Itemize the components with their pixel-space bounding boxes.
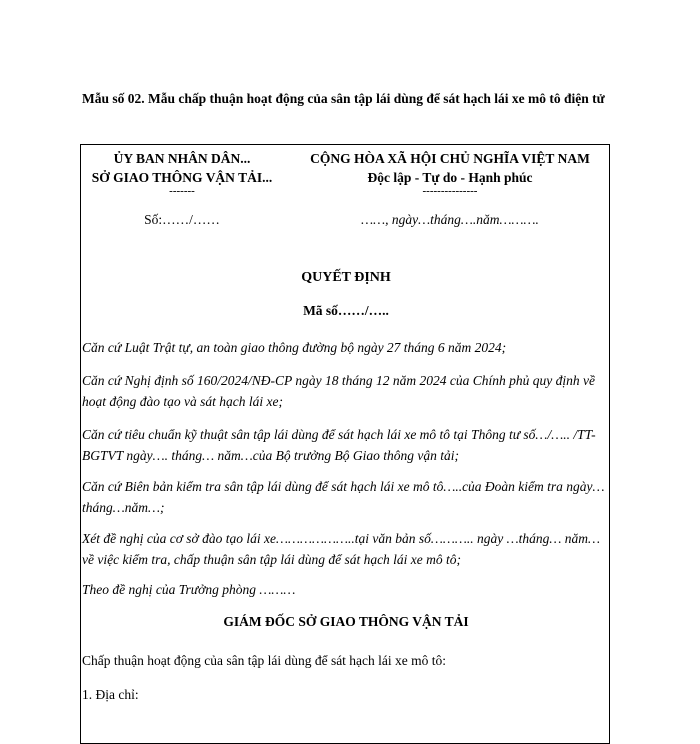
basis-3: Căn cứ tiêu chuẩn kỹ thuật sân tập lái dùng để sát hạch lái xe mô tô tại Thông tư số…/….. /TT-BGTVT ngày…. tháng… năm…của Bộ trưởng Bộ Giao thông vận tải; — [82, 427, 596, 463]
basis-1: Căn cứ Luật Trật tự, an toàn giao thông đường bộ ngày 27 tháng 6 năm 2024; — [82, 340, 507, 355]
authority-heading: GIÁM ĐỐC SỞ GIAO THÔNG VẬN TẢI — [223, 614, 469, 629]
basis-6: Theo đề nghị của Trưởng phòng ……… — [82, 582, 296, 597]
issuer-rule: ------- — [169, 185, 195, 197]
decision-code: Mã số……/….. — [303, 303, 389, 318]
issuer-line-1: ỦY BAN NHÂN DÂN... — [113, 151, 251, 166]
issuer-line-2: SỞ GIAO THÔNG VẬN TẢI... — [91, 170, 273, 185]
motto-rule: --------------- — [422, 185, 478, 197]
national-motto: Độc lập - Tự do - Hạnh phúc — [367, 170, 533, 185]
approval-text: Chấp thuận hoạt động của sân tập lái dùng để sát hạch lái xe mô tô: — [82, 653, 447, 668]
basis-4: Căn cứ Biên bản kiểm tra sân tập lái dùng để sát hạch lái xe mô tô…..của Đoàn kiểm tra ngày… tháng…năm…; — [82, 479, 605, 515]
document-date: ……, ngày…tháng….năm………. — [361, 212, 539, 227]
decision-title: QUYẾT ĐỊNH — [301, 270, 391, 285]
basis-5: Xét đề nghị của cơ sở đào tạo lái xe………………..tại văn bản số……….. ngày …tháng… năm…về việc kiểm tra, chấp thuận sân tập lái dùng để sát hạch lái xe mô tô; — [82, 531, 601, 567]
document-number: Số:……/…… — [144, 212, 220, 227]
national-title: CỘNG HÒA XÃ HỘI CHỦ NGHĨA VIỆT NAM — [310, 151, 590, 166]
basis-2: Căn cứ Nghị định số 160/2024/NĐ-CP ngày 18 tháng 12 năm 2024 của Chính phủ quy định về hoạt động đào tạo và sát hạch lái xe; — [82, 373, 595, 409]
form-caption: Mẫu số 02. Mẫu chấp thuận hoạt động của sân tập lái dùng để sát hạch lái xe mô tô điện tử — [82, 91, 605, 106]
item-address: 1. Địa chỉ: — [82, 687, 139, 702]
